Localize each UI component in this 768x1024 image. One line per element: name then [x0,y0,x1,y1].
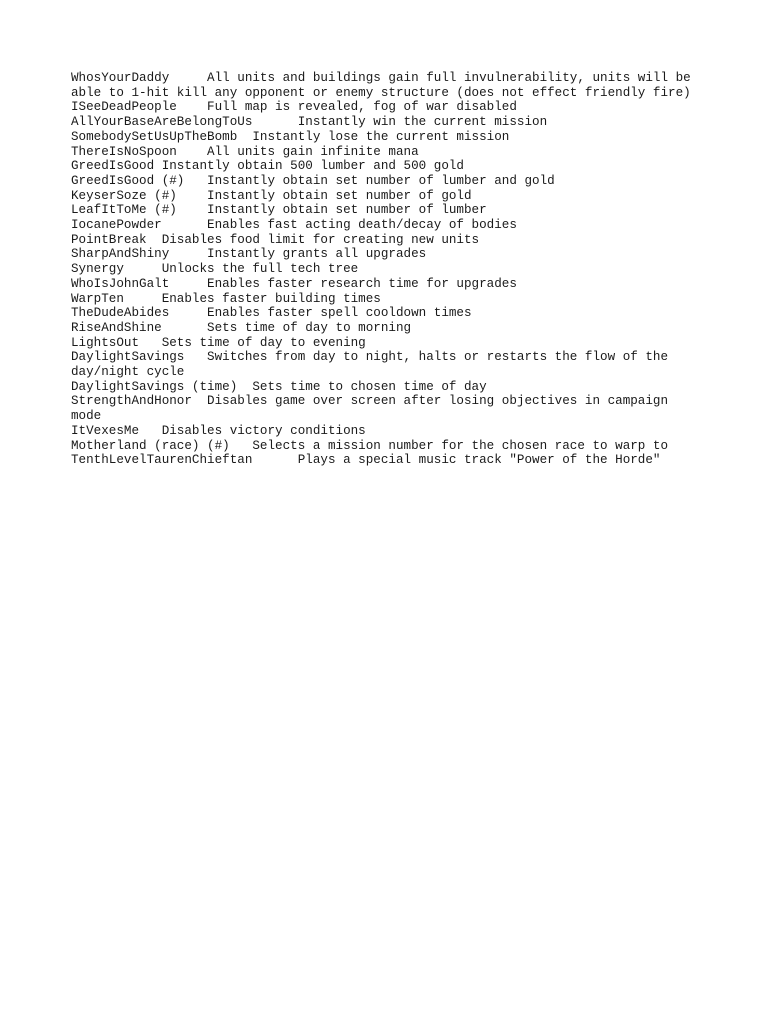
cheat-line-pointbreak: PointBreak Disables food limit for creating new units [71,232,480,247]
cheat-line-lightsout: LightsOut Sets time of day to evening [71,335,366,350]
cheat-line-whoisjohngalt: WhoIsJohnGalt Enables faster research time for upgrades [71,276,517,291]
cheat-line-daylightsavings: DaylightSavings Switches from day to night, halts or restarts the flow of the day/night cycle [71,350,676,380]
cheat-line-synergy: Synergy Unlocks the full tech tree [71,262,359,277]
cheat-line-iocanepowder: IocanePowder Enables fast acting death/decay of bodies [71,218,517,233]
cheat-line-allyourbase: AllYourBaseAreBelongToUs Instantly win the current mission [71,115,548,130]
cheat-line-daylightsavings-time: DaylightSavings (time) Sets time to chosen time of day [71,379,487,394]
cheat-line-sharpandshiny: SharpAndShiny Instantly grants all upgrades [71,247,427,262]
cheat-line-strengthandhonor: StrengthAndHonor Disables game over screen after losing objectives in campaign mode [71,394,676,424]
cheat-line-greedisgood: GreedIsGood Instantly obtain 500 lumber and 500 gold [71,159,464,174]
cheat-line-motherland: Motherland (race) (#) Selects a mission number for the chosen race to warp to [71,438,669,453]
cheat-line-keysersoze: KeyserSoze (#) Instantly obtain set number of gold [71,188,472,203]
cheat-line-riseandshine: RiseAndShine Sets time of day to morning [71,320,412,335]
cheat-line-itvexesme: ItVexesMe Disables victory conditions [71,423,366,438]
cheat-line-somebodysetusupthebomb: SomebodySetUsUpTheBomb Instantly lose the current mission [71,129,510,144]
cheat-line-thedudeabides: TheDudeAbides Enables faster spell cooldown times [71,306,472,321]
cheat-line-leafittome: LeafItToMe (#) Instantly obtain set number of lumber [71,203,487,218]
cheat-line-warpten: WarpTen Enables faster building times [71,291,381,306]
cheat-line-tenthleveltaurenchieftan: TenthLevelTaurenChieftan Plays a special music track "Power of the Horde" [71,453,661,468]
cheat-line-iseedeadpeople: ISeeDeadPeople Full map is revealed, fog of war disabled [71,100,517,115]
cheat-line-greedisgood-number: GreedIsGood (#) Instantly obtain set number of lumber and gold [71,173,555,188]
cheat-line-thereisnospoon: ThereIsNoSpoon All units gain infinite mana [71,144,419,159]
cheat-line-whosyourdaddy: WhosYourDaddy All units and buildings gain full invulnerability, units will be able to 1-hit kill any opponent or enemy structure (does not effect friendly fire) [71,71,699,100]
document-page [71,71,701,468]
